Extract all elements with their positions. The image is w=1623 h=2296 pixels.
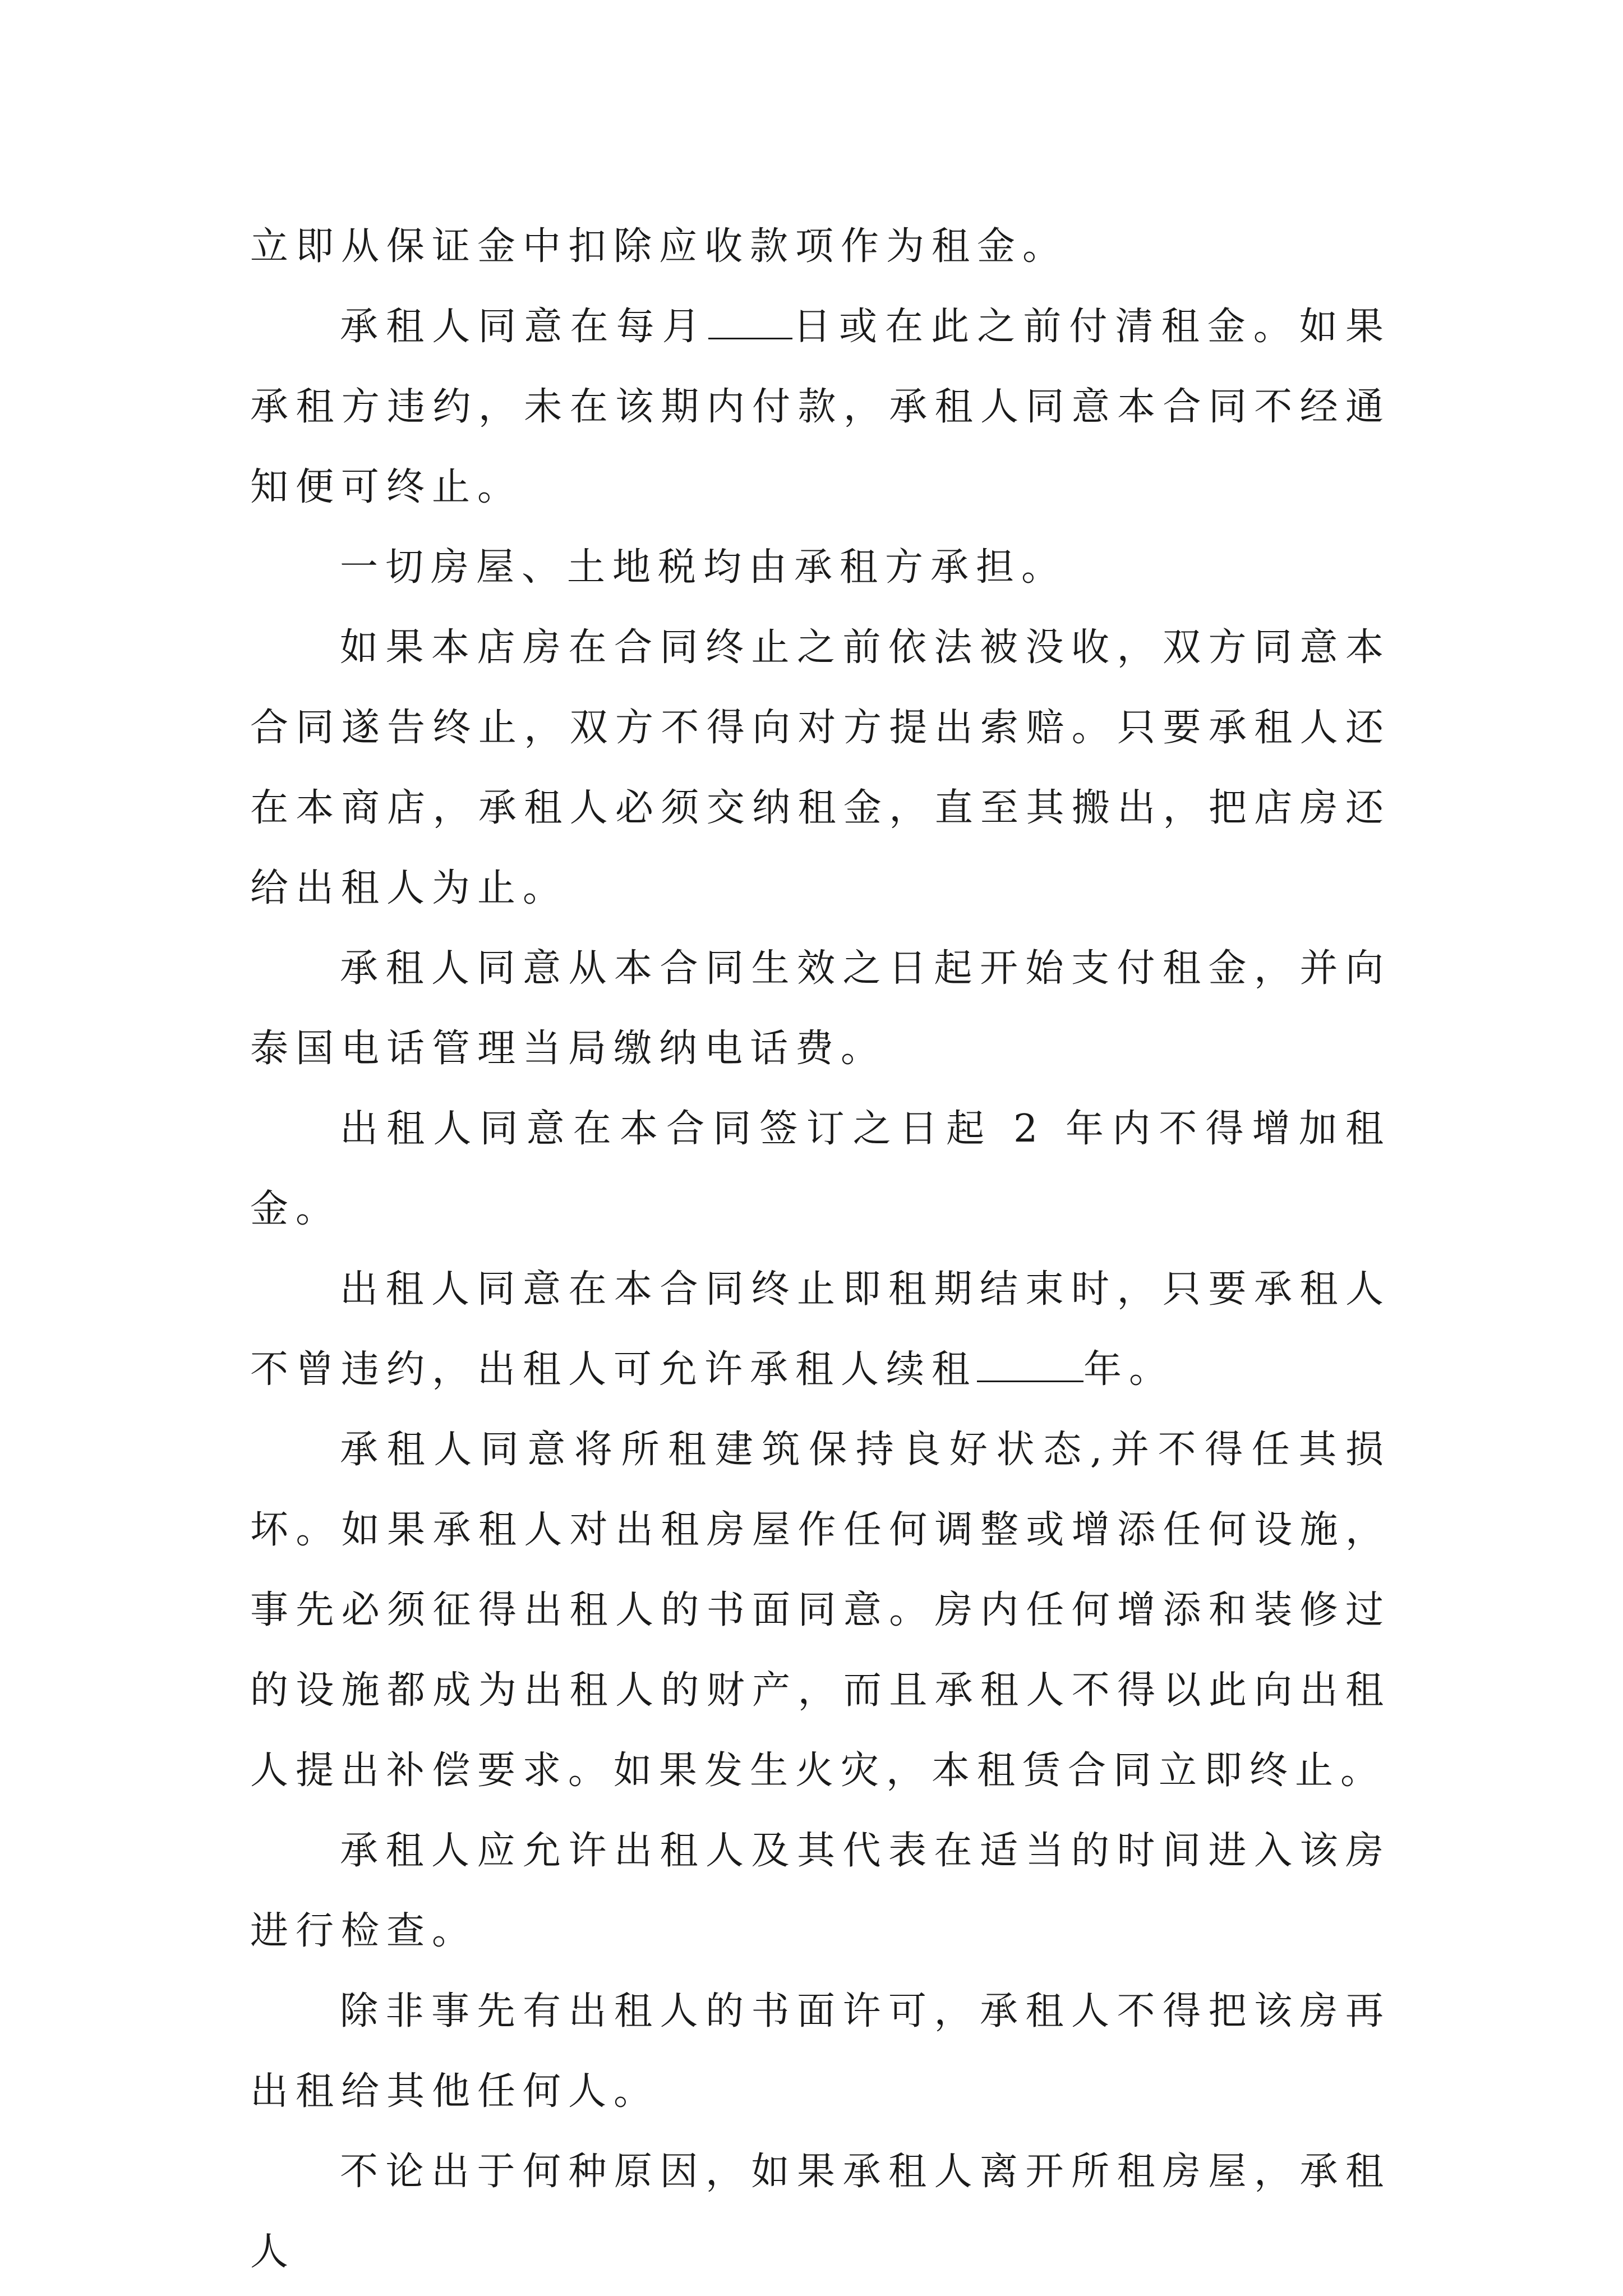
paragraph-maintenance: 承租人同意将所租建筑保持良好状态,并不得任其损坏。如果承租人对出租房屋作任何调整或增添任何设施，事先必须征得出租人的书面同意。房内任何增添和装修过的设施都成为出租人的财产，而且承租人不得以此向出租人提出补偿要求。如果发生火灾，本租赁合同立即终止。 bbox=[250, 1428, 1391, 1793]
paragraph-rent-start: 承租人同意从本合同生效之日起开始支付租金，并向泰国电话管理当局缴纳电话费。 bbox=[250, 946, 1391, 1071]
paragraph-inspection: 承租人应允许出租人及其代表在适当的时间进入该房进行检查。 bbox=[250, 1829, 1391, 1953]
paragraph-renewal-end: 年。 bbox=[1083, 1347, 1175, 1392]
paragraph-renewal-start: 出租人同意在本合同终止即租期结束时，只要承租人不曾违约，出租人可允许承租人续租 bbox=[250, 1267, 1391, 1392]
paragraph-confiscation: 如果本店房在合同终止之前依法被没收，双方同意本合同遂告终止，双方不得向对方提出索赔。只要承租人还在本商店，承租人必须交纳租金，直至其搬出，把店房还给出租人为止。 bbox=[250, 625, 1391, 910]
paragraph-vacating: 不论出于何种原因，如果承租人离开所租房屋，承租人 bbox=[250, 2150, 1391, 2274]
paragraph-taxes: 一切房屋、土地税均由承租方承担。 bbox=[340, 545, 1067, 590]
paragraph-rent-freeze: 出租人同意在本合同签订之日起 2 年内不得增加租金。 bbox=[250, 1107, 1391, 1231]
renewal-years-blank bbox=[977, 1347, 1083, 1382]
paragraph-sublease: 除非事先有出租人的书面许可，承租人不得把该房再出租给其他任何人。 bbox=[250, 1989, 1391, 2114]
paragraph-deposit-deduction: 立即从保证金中扣除应收款项作为租金。 bbox=[250, 224, 1068, 269]
paragraph-payment-due-date-start: 承租人同意在每月 bbox=[340, 305, 708, 349]
paragraph-renewal bbox=[250, 1249, 1391, 1410]
payment-day-blank bbox=[708, 304, 792, 339]
paragraph-payment-due-date bbox=[250, 287, 1391, 527]
paragraph-payment-due-date-end: 日或在此之前付清租金。如果承租方违约，未在该期内付款，承租人同意本合同不经通知便可终止。 bbox=[250, 305, 1391, 509]
contract-body bbox=[250, 206, 1391, 2292]
